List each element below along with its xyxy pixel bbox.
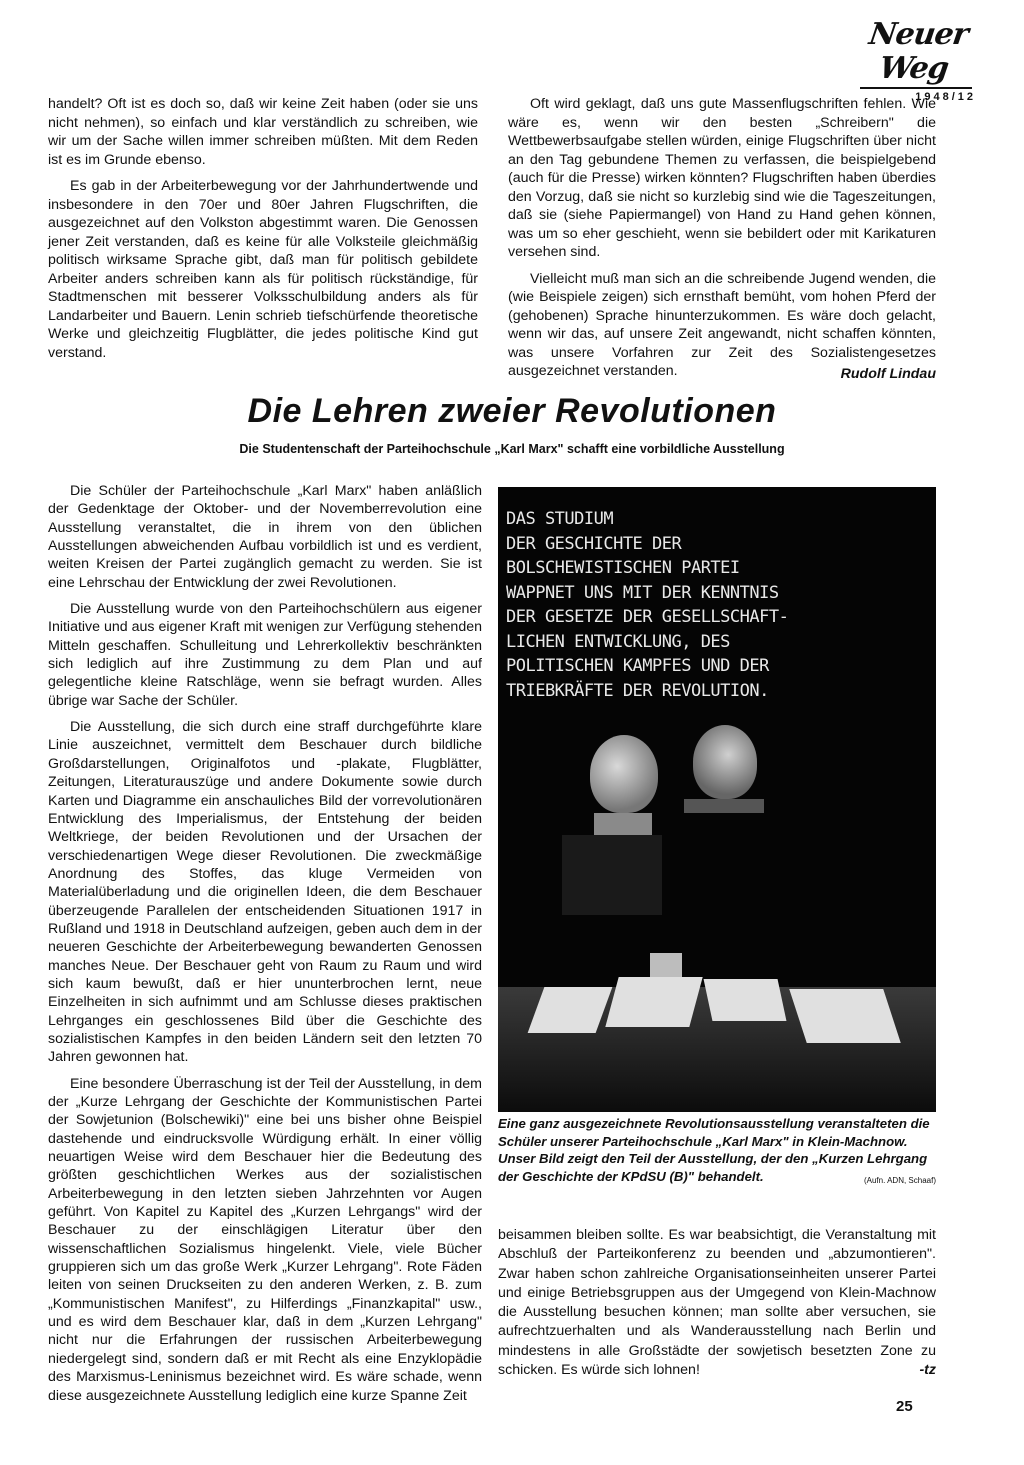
masthead-rule [860, 87, 972, 89]
paragraph: Die Ausstellung wurde von den Parteihochschülern aus eigener Initiative und aus eigener Kraft mit wenigen zur Verfügung stehenden Mitteln geschaffen. Schulleitung und Lehrerkollektiv beschränkten sich lediglich auf ihre Zustimmung zu dem Plan und auf gelegentliche kleine Ratschläge, wenn sie befragt wurden. Alles übrige war Sache der Schüler. [48, 601, 482, 709]
paragraph: Die Ausstellung, die sich durch eine straff durchgeführte klare Linie auszeichnet, vermittelt dem Beschauer durch bildliche Großdarstellungen, Originalfotos und -plakate, Flugblätter, Zeitungen, Literaturauszüge und andere Dokumente sowie durch Karten und Diagramme ein anschauliches Bild der vorrevolutionären Entwicklung des Imperialismus, der Entstehung der beiden Weltkriege, der beiden Revolutionen und der Ursachen der verschiedenartigen Wege dieser Revolutionen. Die zweckmäßige Anordnung des Stoffes, das kluge Vermeiden von Materialüberladung und die originellen Ideen, die dem Beschauer überzeugende Parallelen der entscheidenden Situationen 1917 in Rußland und 1918 in Deutschland aufzeigen, geben auch dem in der neueren Geschichte der Arbeiterbewegung bewanderten Genossen manches Neue. Der Beschauer geht von Raum zu Raum und wird sich kaum bewußt, daß er hier ununterbrochen lernt, neue Einzelheiten in sich aufnimmt und am Schlusse dieses praktischen Lehrganges ein geschlossenes Bild über die Geschichte des sozialistischen Kampfes in den beiden Ländern seit den letzten 70 Jahren gewonnen hat. [48, 719, 482, 1066]
paragraph: Es gab in der Arbeiterbewegung vor der Jahrhundertwende und insbesondere in den 70er und 80er Jahren Flugschriften, die ausgezeichnet auf den Volkston abgestimmt waren. Die Genossen jener Zeit verstanden, daß es keine für alle Volksteile gleichmäßig politisch wirksame Sprache gibt, daß man für politisch gebildete Arbeiter anders schreiben kann als für politisch rückständige, für Stadtmenschen mit besserer Volksschulbildung anders als für Landarbeiter und Bauern. Lenin schrieb tiefschürfende theoretische Werke und gleichzeitig Flugblätter, die jedes politische Kind gut verstand. [48, 178, 478, 361]
article-left-column [48, 482, 482, 1413]
poster-line: DER GESCHICHTE DER [506, 533, 682, 554]
author-signature: Rudolf Lindau [840, 365, 936, 382]
document-display [789, 989, 901, 1043]
poster-line: DAS STUDIUM [506, 509, 614, 529]
page-number: 25 [896, 1398, 913, 1415]
pedestal [594, 813, 652, 835]
previous-article-left-column [48, 95, 478, 370]
paragraph: Die Schüler der Parteihochschule „Karl Marx" haben anläßlich der Gedenktage der Oktober- und der Novemberrevolution eine Ausstellung veranstaltet, die in ihrem von den üblichen Ausstellungen abweichenden Aufbau vorbildlich ist und es verdient, weiten Kreisen der Partei zugänglich gemacht zu werden. Sie ist eine Lehrschau der Entwicklung der zwei Revolutionen. [48, 483, 482, 591]
poster-line: TRIEBKRÄFTE DER REVOLUTION. [506, 680, 769, 701]
photo-credit: (Aufn. ADN, Schaaf) [863, 1175, 936, 1185]
author-signature: -tz [919, 1362, 936, 1379]
bust-sculpture [693, 725, 757, 799]
issue-number: 1948/12 [915, 91, 976, 103]
paragraph: Vielleicht muß man sich an die schreibende Jugend wenden, die (wie Beispiele zeigen) sich ernsthaft bemüht, vom hohen Pferd der (gehobenen) Sprache hinunterzukommen. Es wäre doch gelacht, wenn wir das, auf unsere Zeit angewandt, nicht schaffen könnten, was unsere Vorfahren zur Zeit des Sozialistengesetzes ausgezeichnet verstanden. [508, 270, 936, 379]
exhibition-poster [506, 507, 836, 703]
display-stand [562, 835, 662, 915]
document-display [605, 977, 702, 1027]
masthead [856, 18, 976, 103]
poster-line: POLITISCHEN KAMPFES UND DER [506, 656, 769, 676]
paragraph [498, 1226, 936, 1380]
newspaper-logo: Neuer Weg [866, 17, 971, 86]
poster-line: LICHEN ENTWICKLUNG, DES [506, 631, 730, 652]
paragraph-text: beisammen bleiben sollte. Es war beabsichtigt, die Veranstaltung mit Abschluß der Parteikonferenz zu beenden und „abzumontieren". Zwar haben schon zahlreiche Organisationseinheiten unserer Partei und einige Betriebsgruppen aus der Umgegend von Klein-Machnow die Ausstellung besuchen können; man sollte aber versuchen, sie aufrechtzuerhalten und als Wanderausstellung nach Berlin und mindestens in alle Großstädte der sowjetisch besetzten Zone zu schicken. Es würde sich lohnen! [498, 1227, 936, 1379]
exhibition-photo [498, 487, 936, 1112]
poster-line: WAPPNET UNS MIT DER KENNTNIS [506, 582, 779, 603]
article-right-column [498, 1226, 936, 1388]
paragraph: Oft wird geklagt, daß uns gute Massenflugschriften fehlen. Wie wäre es, wenn wir den besten „Schreibern" die Wettbewerbsaufgabe stellen würden, einige Flugschriften über nicht an den Tag gebundene Themen zu verfassen, die beispielgebend (auch für die Presse) wirken könnten? Flugschriften haben überdies den Vorzug, daß sie nicht so kurzlebig sind wie die Tageszeitungen, daß sie (siehe Papiermangel) von Hand zu Hand gehen können, was um so eher geschieht, wenn sie bebildert oder mit Karikaturen versehen sind. [508, 96, 936, 260]
poster-line: BOLSCHEWISTISCHEN PARTEI [506, 558, 740, 578]
document-display [704, 979, 787, 1021]
previous-article-right-column [508, 95, 936, 383]
photo-caption [498, 1115, 936, 1189]
bust-sculpture [590, 735, 658, 813]
paragraph: handelt? Oft ist es doch so, daß wir keine Zeit haben (oder sie uns nicht nehmen), so einfach und klar verständlich zu schreiben, wie wir um der Sache willen immer schreiben müßten. Mit dem Reden ist es im Grunde ebenso. [48, 96, 478, 168]
article-headline: Die Lehren zweier Revolutionen [247, 392, 777, 430]
article-subheadline: Die Studentenschaft der Parteihochschule „Karl Marx" schafft eine vorbildliche Ausstellung [239, 442, 785, 456]
paragraph: Eine besondere Überraschung ist der Teil der Ausstellung, in dem der „Kurze Lehrgang der Geschichte der Kommunistischen Partei der Sowjetunion (Bolschewiki)" eine bei uns bisher ohne Beispiel dastehende und eindrucksvolle Würdigung erhält. In einer völlig neuartigen Weise wird dem Beschauer hier die Bedeutung des größten geschichtlichen Werkes aus der sozialistischen Arbeiterbewegung in den letzten sieben Jahrzehnten vor Augen geführt. Von Kapitel zu Kapitel des „Kurzen Lehrgangs" wird der Beschauer zu der einschlägigen Literatur über den wissenschaftlichen Sozialismus hingelenkt. Viele, viele Bücher gruppieren sich um das große Werk „Kurzer Lehrgang". Rote Fäden leiten von seinen Druckseiten zu den anderen Werken, z. B. zum „Kommunistischen Manifest", zu Hilferdings „Finanzkapital" usw., und es wird dem Beschauer klar, daß in dem „Kurzen Lehrgang" nicht nur die Erfahrungen der russischen Arbeiterbewegung niedergelegt sind, sondern daß er mit Recht als eine Enzyklopädie des Marxismus-Leninismus bezeichnet wird. Es wäre schade, wenn diese ausgezeichnete Ausstellung lediglich eine kurze Spanne Zeit [48, 1075, 482, 1404]
caption-text: Eine ganz ausgezeichnete Revolutionsausstellung veranstalteten die Schüler unserer Parteihochschule „Karl Marx" in Klein-Machnow. Unser Bild zeigt den Teil der Ausstellung, der den „Kurzen Lehrgang der Geschichte der KPdSU (B)" behandelt. [498, 1116, 930, 1184]
poster-line: DER GESETZE DER GESELLSCHAFT- [506, 607, 789, 627]
pedestal [684, 799, 764, 813]
